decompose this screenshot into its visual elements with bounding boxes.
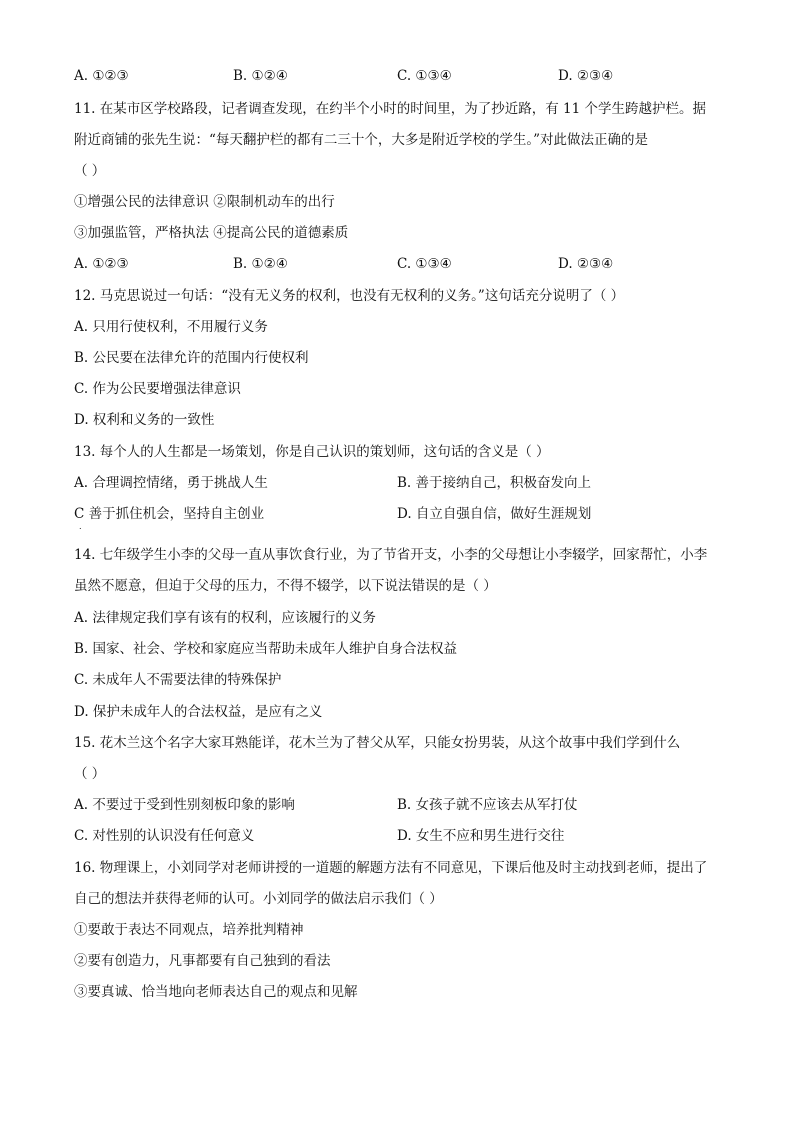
q12-option-a: A. 只用行使权利，不用履行义务	[74, 319, 268, 335]
q13-stem: 13. 每个人的人生都是一场策划，你是自己认识的策划师，这句话的含义是（ ）	[74, 444, 550, 460]
q16-stem-line2: 自己的想法并获得老师的认可。小刘同学的做法启示我们（ ）	[74, 891, 443, 907]
q14-option-c: C. 未成年人不需要法律的特殊保护	[74, 672, 282, 688]
q11-option-a: A. ①②③	[74, 256, 129, 272]
q11-answer-paren: （ ）	[74, 163, 106, 179]
q14-stem-line2: 虽然不愿意，但迫于父母的压力，不得不辍学，以下说法错误的是（ ）	[74, 578, 497, 594]
q11-items-line1: ①增强公民的法律意识 ②限制机动车的出行	[74, 194, 335, 210]
q12-stem: 12. 马克思说过一句话：“没有无义务的权利，也没有无权利的义务。”这句话充分说明了（ ）	[74, 288, 625, 304]
q15-answer-paren: （ ）	[74, 766, 106, 782]
q16-item-2: ②要有创造力，凡事都要有自己独到的看法	[74, 953, 331, 969]
q13-option-c: C 善于抓住机会，坚持自主创业	[74, 506, 265, 522]
q15-option-c: C. 对性别的认识没有任何意义	[74, 828, 255, 844]
q12-option-c: C. 作为公民要增强法律意识	[74, 381, 241, 397]
q12-option-b: B. 公民要在法律允许的范围内行使权利	[74, 350, 309, 366]
q15-option-d: D. 女生不应和男生进行交往	[397, 828, 565, 844]
q14-option-b: B. 国家、社会、学校和家庭应当帮助未成年人维护自身合法权益	[74, 641, 458, 657]
q11-option-b: B. ①②④	[233, 256, 288, 272]
q15-option-b: B. 女孩子就不应该去从军打仗	[397, 797, 578, 813]
q10-option-a: A. ①②③	[74, 68, 129, 84]
q14-option-a: A. 法律规定我们享有该有的权利，应该履行的义务	[74, 610, 376, 626]
q13-option-b: B. 善于接纳自己，积极奋发向上	[397, 475, 592, 491]
q11-option-c: C. ①③④	[397, 256, 452, 272]
q11-stem-line2: 附近商铺的张先生说：“每天翻护栏的都有二三十个，大多是附近学校的学生。”对此做法正确的是	[74, 132, 649, 148]
q11-option-d: D. ②③④	[558, 256, 614, 272]
q16-item-3: ③要真诚、恰当地向老师表达自己的观点和见解	[74, 984, 358, 1000]
q13-option-d: D. 自立自强自信，做好生涯规划	[397, 506, 592, 522]
q14-option-d: D. 保护未成年人的合法权益，是应有之义	[74, 704, 323, 720]
q16-stem-line1: 16. 物理课上，小刘同学对老师讲授的一道题的解题方法有不同意见，下课后他及时主动找到老师，提出了	[74, 860, 708, 876]
q10-option-b: B. ①②④	[233, 68, 288, 84]
q14-stem-line1: 14. 七年级学生小李的父母一直从事饮食行业，为了节省开支，小李的父母想让小李辍学，回家帮忙，小李	[74, 547, 708, 563]
q10-option-c: C. ①③④	[397, 68, 452, 84]
q11-stem-line1: 11. 在某市区学校路段，记者调查发现，在约半个小时的时间里，为了抄近路，有 11 个学生跨越护栏。据	[74, 101, 707, 117]
q15-stem: 15. 花木兰这个名字大家耳熟能详，花木兰为了替父从军，只能女扮男装，从这个故事中我们学到什么	[74, 735, 681, 751]
q13-option-a: A. 合理调控情绪，勇于挑战人生	[74, 475, 268, 491]
q11-items-line2: ③加强监管，严格执法 ④提高公民的道德素质	[74, 225, 349, 241]
q12-option-d: D. 权利和义务的一致性	[74, 412, 215, 428]
q10-option-d: D. ②③④	[558, 68, 614, 84]
q15-option-a: A. 不要过于受到性别刻板印象的影响	[74, 797, 295, 813]
q13-option-c-dot: .	[79, 522, 82, 531]
q16-item-1: ①要敢于表达不同观点，培养批判精神	[74, 922, 304, 938]
